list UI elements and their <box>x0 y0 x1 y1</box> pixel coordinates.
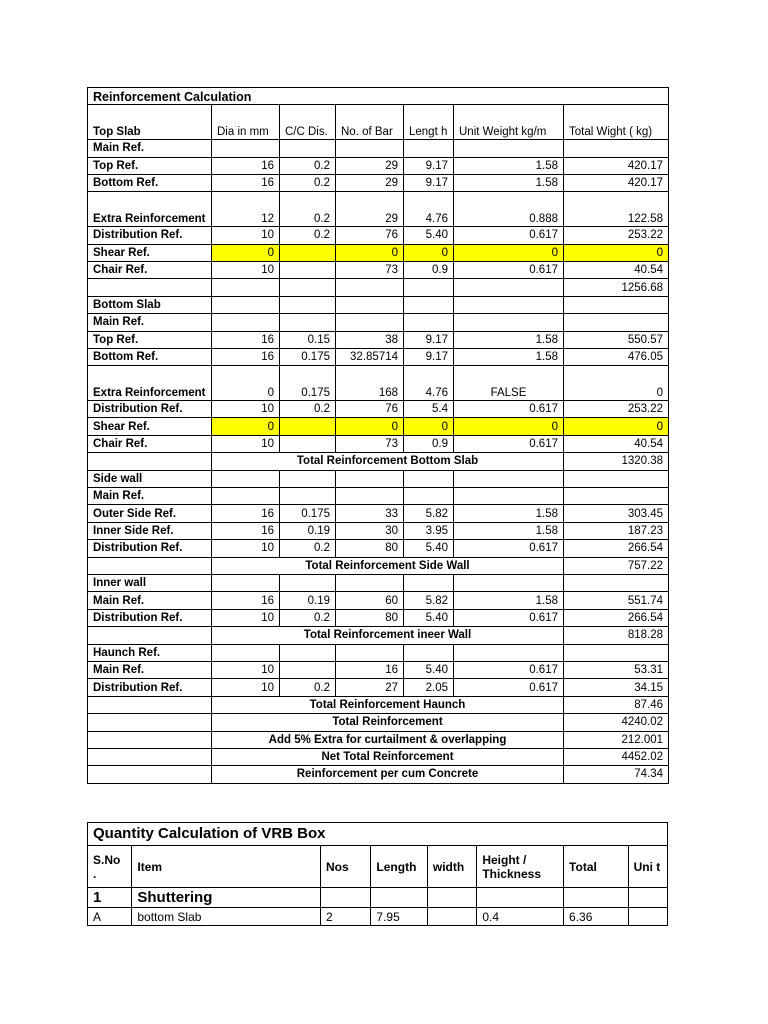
cell-total: 0 <box>564 366 669 401</box>
cell-unit-weight: 0.617 <box>454 679 564 696</box>
cell-cc <box>280 279 336 296</box>
quantity-title: Quantity Calculation of VRB Box <box>88 823 668 846</box>
cell-no-of-bar <box>336 644 404 661</box>
table-row <box>88 488 669 505</box>
cell-total <box>564 140 669 157</box>
cell-length: 9.17 <box>404 348 454 365</box>
cell-sno: A <box>88 908 132 926</box>
summary-label: Total Reinforcement Bottom Slab <box>212 453 564 470</box>
summary-label: Total Reinforcement Haunch <box>212 696 564 713</box>
cell-dia: 16 <box>212 157 280 174</box>
cell-unit-weight <box>454 279 564 296</box>
cell-label: Outer Side Ref. <box>88 505 212 522</box>
cell-unit-weight: 1.58 <box>454 331 564 348</box>
table-row <box>88 157 669 174</box>
header-unit: Uni t <box>628 846 667 888</box>
cell-total: 40.54 <box>564 435 669 452</box>
cell-label: Haunch Ref. <box>88 644 212 661</box>
cell-label: Distribution Ref. <box>88 679 212 696</box>
cell-length: 9.17 <box>404 174 454 191</box>
header-total: Total <box>564 846 629 888</box>
cell-total: 40.54 <box>564 261 669 278</box>
section-number: 1 <box>88 888 132 908</box>
table-row <box>88 296 669 313</box>
cell-dia: 0 <box>212 244 280 261</box>
cell-unit-weight <box>454 314 564 331</box>
cell-length: 2.05 <box>404 679 454 696</box>
table-row <box>88 592 669 609</box>
header-height: Height / Thickness <box>477 846 564 888</box>
header-nos: Nos <box>320 846 370 888</box>
cell-unit-weight <box>454 488 564 505</box>
cell-dia <box>212 644 280 661</box>
cell-unit-weight: 0.617 <box>454 261 564 278</box>
cell-length <box>404 314 454 331</box>
cell-no-of-bar: 80 <box>336 540 404 557</box>
cell-label: Bottom Slab <box>88 296 212 313</box>
cell-length: 7.95 <box>371 908 427 926</box>
header-cc: C/C Dis. <box>280 105 336 140</box>
cell-total: 476.05 <box>564 348 669 365</box>
cell-unit-weight <box>454 140 564 157</box>
table-title: Reinforcement Calculation <box>88 88 669 105</box>
cell-total: 1256.68 <box>564 279 669 296</box>
cell-no-of-bar: 73 <box>336 261 404 278</box>
table-row <box>88 192 669 227</box>
cell-length <box>404 644 454 661</box>
cell-dia: 0 <box>212 366 280 401</box>
cell-dia <box>212 296 280 313</box>
table-row <box>88 661 669 678</box>
table-row <box>88 557 669 574</box>
cell-label: Distribution Ref. <box>88 401 212 418</box>
table-row <box>88 174 669 191</box>
cell-blank <box>88 696 212 713</box>
cell-label: Main Ref. <box>88 314 212 331</box>
header-length: Lengt h <box>404 105 454 140</box>
cell-cc: 0.2 <box>280 227 336 244</box>
cell-length <box>404 296 454 313</box>
cell-unit-weight: 0.888 <box>454 192 564 227</box>
cell-no-of-bar: 29 <box>336 157 404 174</box>
cell-total <box>564 488 669 505</box>
cell-no-of-bar: 30 <box>336 522 404 539</box>
section-name: Shuttering <box>132 888 321 908</box>
table-row <box>88 574 669 591</box>
cell-dia: 10 <box>212 435 280 452</box>
cell-dia: 16 <box>212 505 280 522</box>
cell-no-of-bar <box>336 488 404 505</box>
cell-length: 0 <box>404 418 454 435</box>
cell-length: 0.9 <box>404 261 454 278</box>
cell-dia: 10 <box>212 609 280 626</box>
cell-dia <box>212 314 280 331</box>
cell-label: Main Ref. <box>88 488 212 505</box>
cell-total <box>564 574 669 591</box>
cell-cc: 0.15 <box>280 331 336 348</box>
reinforcement-table <box>87 87 669 784</box>
cell-length: 4.76 <box>404 366 454 401</box>
cell-label: Distribution Ref. <box>88 227 212 244</box>
cell-blank <box>88 748 212 765</box>
cell-cc <box>280 418 336 435</box>
cell-cc <box>280 661 336 678</box>
cell-unit-weight: 1.58 <box>454 348 564 365</box>
cell-cc <box>280 296 336 313</box>
cell-no-of-bar: 38 <box>336 331 404 348</box>
cell-cc <box>280 574 336 591</box>
summary-label: Net Total Reinforcement <box>212 748 564 765</box>
table-row <box>88 644 669 661</box>
cell-total: 818.28 <box>564 627 669 644</box>
cell-cc <box>280 644 336 661</box>
cell-cc: 0.19 <box>280 522 336 539</box>
cell-label: Extra Reinforcement <box>88 192 212 227</box>
cell-total: 53.31 <box>564 661 669 678</box>
cell-unit-weight <box>454 470 564 487</box>
cell-cc: 0.2 <box>280 157 336 174</box>
cell-length: 5.40 <box>404 609 454 626</box>
table-row <box>88 227 669 244</box>
cell-cc: 0.2 <box>280 401 336 418</box>
cell-dia: 10 <box>212 401 280 418</box>
cell-dia <box>212 470 280 487</box>
cell-unit-weight: 0.617 <box>454 661 564 678</box>
cell-unit-weight: 0.617 <box>454 435 564 452</box>
cell-unit-weight: 0 <box>454 418 564 435</box>
table-row <box>88 627 669 644</box>
cell-item: bottom Slab <box>132 908 321 926</box>
cell-label <box>88 279 212 296</box>
cell-dia <box>212 574 280 591</box>
cell-total <box>564 470 669 487</box>
table-row <box>88 348 669 365</box>
cell-cc: 0.2 <box>280 174 336 191</box>
cell-dia: 16 <box>212 592 280 609</box>
cell-label: Top Ref. <box>88 157 212 174</box>
cell-total: 1320.38 <box>564 453 669 470</box>
cell-length: 3.95 <box>404 522 454 539</box>
cell-blank <box>88 557 212 574</box>
cell-length: 5.40 <box>404 540 454 557</box>
cell-total: 4240.02 <box>564 714 669 731</box>
cell-cc <box>280 470 336 487</box>
cell-label: Main Ref. <box>88 661 212 678</box>
cell-dia: 0 <box>212 418 280 435</box>
cell-no-of-bar <box>336 296 404 313</box>
cell-total: 212.001 <box>564 731 669 748</box>
cell-length: 0.9 <box>404 435 454 452</box>
cell-label: Chair Ref. <box>88 435 212 452</box>
cell-total: 420.17 <box>564 174 669 191</box>
cell-label: Distribution Ref. <box>88 540 212 557</box>
cell-no-of-bar: 16 <box>336 661 404 678</box>
cell-total: 551.74 <box>564 592 669 609</box>
cell-label: Top Ref. <box>88 331 212 348</box>
cell-length <box>404 574 454 591</box>
cell-label: Main Ref. <box>88 592 212 609</box>
table-row <box>88 366 669 401</box>
cell-no-of-bar: 29 <box>336 174 404 191</box>
cell-height: 0.4 <box>477 908 564 926</box>
header-unit-weight: Unit Weight kg/m <box>454 105 564 140</box>
cell-cc: 0.2 <box>280 192 336 227</box>
cell-cc <box>280 314 336 331</box>
cell-unit-weight <box>454 296 564 313</box>
cell-label: Main Ref. <box>88 140 212 157</box>
cell-total: 6.36 <box>564 908 629 926</box>
header-width: width <box>427 846 476 888</box>
cell-label: Side wall <box>88 470 212 487</box>
cell-dia: 10 <box>212 261 280 278</box>
cell-total: 253.22 <box>564 401 669 418</box>
cell-cc: 0.175 <box>280 366 336 401</box>
cell-no-of-bar: 0 <box>336 244 404 261</box>
table-row <box>88 470 669 487</box>
cell-no-of-bar: 80 <box>336 609 404 626</box>
quantity-table <box>87 822 668 926</box>
cell-cc: 0.2 <box>280 679 336 696</box>
cell-no-of-bar <box>336 279 404 296</box>
cell-total: 266.54 <box>564 609 669 626</box>
cell-no-of-bar: 168 <box>336 366 404 401</box>
cell-width <box>427 908 476 926</box>
cell-cc <box>280 244 336 261</box>
cell-length: 9.17 <box>404 331 454 348</box>
table-row <box>88 435 669 452</box>
table-row <box>88 522 669 539</box>
cell-unit-weight: FALSE <box>454 366 564 401</box>
cell-unit-weight: 0.617 <box>454 227 564 244</box>
cell-cc <box>280 435 336 452</box>
cell-unit-weight <box>454 644 564 661</box>
table-row <box>88 714 669 731</box>
cell-total: 187.23 <box>564 522 669 539</box>
cell-no-of-bar: 73 <box>336 435 404 452</box>
header-no-of-bar: No. of Bar <box>336 105 404 140</box>
cell-unit-weight <box>454 574 564 591</box>
cell-length <box>404 279 454 296</box>
cell-nos: 2 <box>320 908 370 926</box>
cell-label: Bottom Ref. <box>88 174 212 191</box>
table-row <box>88 453 669 470</box>
cell-total: 420.17 <box>564 157 669 174</box>
cell-total: 0 <box>564 244 669 261</box>
cell-no-of-bar <box>336 470 404 487</box>
table-row <box>88 766 669 783</box>
cell-no-of-bar: 76 <box>336 401 404 418</box>
table-row <box>88 609 669 626</box>
cell-length: 9.17 <box>404 157 454 174</box>
cell-unit-weight: 0.617 <box>454 609 564 626</box>
cell-label: Inner wall <box>88 574 212 591</box>
cell-cc <box>280 140 336 157</box>
cell-dia <box>212 488 280 505</box>
cell-blank <box>88 714 212 731</box>
cell-label: Bottom Ref. <box>88 348 212 365</box>
header-total-weight: Total Wight ( kg) <box>564 105 669 140</box>
cell-no-of-bar <box>336 574 404 591</box>
header-dia: Dia in mm <box>212 105 280 140</box>
cell-unit-weight: 1.58 <box>454 157 564 174</box>
cell-dia: 12 <box>212 192 280 227</box>
cell-length: 5.40 <box>404 227 454 244</box>
cell-total: 0 <box>564 418 669 435</box>
cell-label: Shear Ref. <box>88 418 212 435</box>
cell-unit-weight: 0 <box>454 244 564 261</box>
cell-no-of-bar <box>336 140 404 157</box>
cell-label: Extra Reinforcement <box>88 366 212 401</box>
header-item: Item <box>132 846 321 888</box>
cell-total <box>564 296 669 313</box>
cell-unit-weight: 1.58 <box>454 505 564 522</box>
cell-dia: 10 <box>212 679 280 696</box>
cell-cc: 0.2 <box>280 540 336 557</box>
cell-total: 266.54 <box>564 540 669 557</box>
table-row <box>88 696 669 713</box>
cell-total: 34.15 <box>564 679 669 696</box>
cell-length: 5.4 <box>404 401 454 418</box>
cell-no-of-bar: 76 <box>336 227 404 244</box>
cell-no-of-bar: 27 <box>336 679 404 696</box>
header-sno: S.No . <box>88 846 132 888</box>
cell-cc: 0.175 <box>280 348 336 365</box>
header-length: Length <box>371 846 427 888</box>
summary-label: Total Reinforcement ineer Wall <box>212 627 564 644</box>
cell-length: 0 <box>404 244 454 261</box>
cell-blank <box>88 627 212 644</box>
table-row <box>88 314 669 331</box>
cell-label: Shear Ref. <box>88 244 212 261</box>
cell-length: 5.82 <box>404 505 454 522</box>
cell-label: Inner Side Ref. <box>88 522 212 539</box>
cell-cc: 0.175 <box>280 505 336 522</box>
cell-label: Chair Ref. <box>88 261 212 278</box>
cell-no-of-bar <box>336 314 404 331</box>
cell-dia <box>212 140 280 157</box>
table-row <box>88 908 668 926</box>
cell-dia: 16 <box>212 522 280 539</box>
cell-dia: 16 <box>212 174 280 191</box>
cell-cc <box>280 261 336 278</box>
cell-total: 550.57 <box>564 331 669 348</box>
cell-length <box>404 140 454 157</box>
cell-unit <box>628 908 667 926</box>
cell-no-of-bar: 29 <box>336 192 404 227</box>
cell-cc <box>280 488 336 505</box>
table-row <box>88 418 669 435</box>
table-row <box>88 401 669 418</box>
header-section: Top Slab <box>88 105 212 140</box>
cell-length: 4.76 <box>404 192 454 227</box>
cell-total: 122.58 <box>564 192 669 227</box>
summary-label: Total Reinforcement Side Wall <box>212 557 564 574</box>
cell-total <box>564 314 669 331</box>
cell-cc: 0.19 <box>280 592 336 609</box>
table-row <box>88 731 669 748</box>
summary-label: Total Reinforcement <box>212 714 564 731</box>
summary-label: Reinforcement per cum Concrete <box>212 766 564 783</box>
cell-dia: 16 <box>212 331 280 348</box>
cell-dia: 10 <box>212 227 280 244</box>
table-row <box>88 261 669 278</box>
cell-length <box>404 470 454 487</box>
cell-dia <box>212 279 280 296</box>
cell-blank <box>88 766 212 783</box>
summary-label: Add 5% Extra for curtailment & overlapping <box>212 731 564 748</box>
cell-total: 303.45 <box>564 505 669 522</box>
table-row <box>88 540 669 557</box>
cell-total: 87.46 <box>564 696 669 713</box>
cell-cc: 0.2 <box>280 609 336 626</box>
cell-length: 5.40 <box>404 661 454 678</box>
cell-no-of-bar: 60 <box>336 592 404 609</box>
cell-blank <box>88 731 212 748</box>
cell-blank <box>88 453 212 470</box>
table-row <box>88 331 669 348</box>
cell-dia: 10 <box>212 661 280 678</box>
cell-unit-weight: 0.617 <box>454 401 564 418</box>
table-row <box>88 279 669 296</box>
table-row <box>88 748 669 765</box>
cell-dia: 10 <box>212 540 280 557</box>
cell-no-of-bar: 0 <box>336 418 404 435</box>
cell-total <box>564 644 669 661</box>
cell-label: Distribution Ref. <box>88 609 212 626</box>
table-row <box>88 505 669 522</box>
cell-total: 253.22 <box>564 227 669 244</box>
cell-no-of-bar: 33 <box>336 505 404 522</box>
cell-no-of-bar: 32.85714 <box>336 348 404 365</box>
table-row <box>88 140 669 157</box>
cell-total: 74.34 <box>564 766 669 783</box>
table-row <box>88 679 669 696</box>
cell-unit-weight: 1.58 <box>454 592 564 609</box>
table-row <box>88 244 669 261</box>
cell-dia: 16 <box>212 348 280 365</box>
cell-total: 4452.02 <box>564 748 669 765</box>
cell-unit-weight: 1.58 <box>454 522 564 539</box>
cell-unit-weight: 1.58 <box>454 174 564 191</box>
cell-total: 757.22 <box>564 557 669 574</box>
cell-length <box>404 488 454 505</box>
cell-length: 5.82 <box>404 592 454 609</box>
cell-unit-weight: 0.617 <box>454 540 564 557</box>
